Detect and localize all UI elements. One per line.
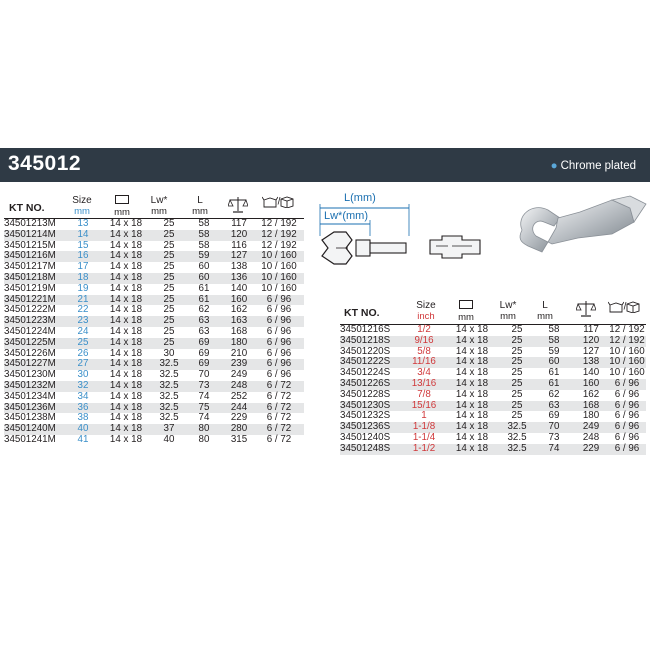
cell-lw: 25 [163, 218, 175, 229]
cell-weight: 244 [224, 403, 254, 414]
right-header-pack [604, 301, 644, 313]
cell-weight: 116 [231, 239, 247, 251]
cell-lw: 32.5 [159, 412, 179, 424]
cell-l: 74 [534, 444, 574, 455]
cell-size: 15 [77, 239, 89, 251]
cell-square: 14 x 18 [455, 410, 489, 422]
cell-square: 14 x 18 [455, 431, 489, 443]
right-header-l-label: L [542, 300, 548, 311]
cell-square: 14 x 18 [98, 381, 154, 392]
cell-square: 14 x 18 [98, 316, 154, 327]
cell-lw: 25 [500, 357, 534, 368]
cell-weight: 249 [574, 422, 608, 433]
cell-weight: 315 [230, 433, 248, 445]
cell-pack: 6 / 96 [266, 347, 292, 359]
cell-weight: 162 [582, 388, 600, 400]
table-row [4, 435, 304, 446]
cell-weight: 168 [230, 325, 248, 337]
cell-size: 1-1/4 [412, 431, 436, 443]
cell-size: 15/16 [404, 401, 444, 412]
cell-l: 61 [534, 379, 574, 390]
cell-square: 14 x 18 [98, 424, 154, 435]
cell-kt: 34501216S [340, 324, 391, 335]
cell-size: 19 [77, 282, 89, 294]
finish-note [551, 160, 636, 172]
cell-weight: 120 [574, 336, 608, 347]
cell-pack: 10 / 160 [609, 345, 645, 357]
cell-square: 14 x 18 [109, 239, 143, 251]
cell-square: 14 x 18 [109, 325, 143, 337]
right-header-lw-unit: mm [500, 311, 516, 322]
cell-kt: 34501227M [4, 359, 68, 370]
cell-size: 22 [77, 304, 89, 316]
cell-kt: 34501218M [4, 273, 68, 284]
cell-pack: 6 / 96 [614, 410, 640, 422]
cell-size: 21 [68, 295, 98, 306]
left-header-size-unit: mm [74, 206, 90, 217]
cell-square: 14 x 18 [444, 357, 500, 368]
right-header-kt-no: KT NO. [344, 307, 380, 319]
left-header-lw-label: Lw* [150, 195, 168, 206]
cell-weight: 127 [582, 345, 600, 357]
right-header-l-unit: mm [537, 311, 553, 322]
cell-size: 1-1/2 [404, 444, 444, 455]
cell-kt: 34501213M [4, 218, 56, 229]
cell-weight: 168 [574, 401, 608, 412]
cell-square: 14 x 18 [444, 401, 500, 412]
cell-size: 24 [77, 325, 89, 337]
cell-pack: 12 / 192 [609, 334, 645, 346]
cell-l: 63 [198, 325, 210, 337]
cell-size: 5/8 [417, 345, 431, 357]
cell-pack: 6 / 96 [614, 431, 640, 443]
cell-lw: 25 [163, 304, 175, 316]
right-header-size [412, 300, 440, 322]
cell-pack: 10 / 160 [609, 356, 645, 368]
carton-icon [277, 196, 294, 208]
cell-lw: 40 [163, 433, 175, 445]
cell-weight: 180 [224, 338, 254, 349]
cell-weight: 163 [224, 316, 254, 327]
cell-l: 80 [184, 424, 224, 435]
cell-weight: 180 [582, 410, 600, 422]
cell-pack: 6 / 96 [608, 379, 646, 390]
cell-kt: 34501240M [4, 424, 68, 435]
cell-weight: 127 [224, 251, 254, 262]
cell-kt: 34501236M [4, 403, 68, 414]
cell-size: 14 [68, 230, 98, 241]
cell-kt: 34501216M [4, 251, 68, 262]
cell-size: 1/2 [417, 324, 431, 335]
cell-size: 16 [68, 251, 98, 262]
right-header-size-unit: inch [417, 311, 435, 322]
cell-size: 9/16 [404, 336, 444, 347]
cell-l: 75 [184, 403, 224, 414]
cell-square: 14 x 18 [98, 403, 154, 414]
cell-size: 11/16 [404, 357, 444, 368]
cell-pack: 6 / 96 [266, 369, 292, 381]
cell-lw: 32.5 [154, 381, 184, 392]
cell-l: 60 [184, 273, 224, 284]
cell-lw: 25 [511, 345, 523, 357]
cell-kt: 34501215M [4, 239, 56, 251]
cell-pack: 12 / 192 [261, 218, 297, 229]
cell-l: 69 [548, 410, 560, 422]
product-number: 345012 [8, 152, 82, 175]
left-header-size-label: Size [72, 195, 92, 206]
table-row [4, 230, 304, 241]
left-header-kt-no: KT NO. [9, 202, 45, 214]
cell-kt: 34501224S [340, 367, 391, 379]
left-header-l-unit: mm [192, 206, 208, 217]
cell-lw: 32.5 [500, 444, 534, 455]
cell-size: 7/8 [417, 388, 431, 400]
cell-pack: 6 / 72 [266, 433, 292, 445]
cell-pack: 6 / 96 [608, 444, 646, 455]
cell-l: 74 [198, 412, 210, 424]
cell-lw: 32.5 [159, 369, 179, 381]
cell-kt: 34501224M [4, 325, 56, 337]
cell-weight: 120 [224, 230, 254, 241]
cell-l: 58 [198, 218, 210, 229]
cell-kt: 34501220S [340, 345, 391, 357]
cell-square: 14 x 18 [98, 295, 154, 306]
cell-size: 38 [77, 412, 89, 424]
cell-l: 80 [198, 433, 210, 445]
cell-kt: 34501214M [4, 230, 68, 241]
cell-kt: 34501217M [4, 261, 56, 273]
cell-weight: 229 [574, 444, 608, 455]
cell-l: 69 [184, 338, 224, 349]
cell-l: 70 [534, 422, 574, 433]
cell-kt: 34501228S [340, 388, 391, 400]
cell-size: 3/4 [417, 367, 431, 379]
cell-lw: 25 [163, 261, 175, 273]
cell-square: 14 x 18 [444, 336, 500, 347]
cell-square: 14 x 18 [455, 367, 489, 379]
cell-l: 58 [198, 239, 210, 251]
cell-size: 23 [68, 316, 98, 327]
cell-size: 1 [421, 410, 427, 422]
cell-l: 59 [184, 251, 224, 262]
cell-l: 62 [548, 388, 560, 400]
finish-note-text: Chrome plated [560, 160, 636, 172]
cell-pack: 6 / 96 [614, 388, 640, 400]
cell-square: 14 x 18 [455, 388, 489, 400]
cell-square: 14 x 18 [109, 304, 143, 316]
cell-square: 14 x 18 [444, 422, 500, 433]
cell-pack: 10 / 160 [261, 261, 297, 273]
cell-l: 59 [548, 345, 560, 357]
cell-pack: 10 / 160 [254, 251, 304, 262]
open-box-icon [608, 301, 624, 313]
cell-weight: 140 [230, 282, 248, 294]
cell-lw: 25 [500, 401, 534, 412]
cell-weight: 162 [230, 304, 248, 316]
cell-l: 60 [534, 357, 574, 368]
cell-lw: 25 [154, 316, 184, 327]
cell-kt: 34501241M [4, 433, 56, 445]
cell-pack: 12 / 192 [609, 324, 645, 335]
table-row [340, 336, 646, 347]
lw-dimension-label: Lw*(mm) [324, 210, 368, 222]
cell-l: 69 [184, 359, 224, 370]
cell-weight: 210 [230, 347, 248, 359]
cell-size: 34 [77, 390, 89, 402]
cell-weight: 117 [231, 218, 247, 229]
cell-size: 32 [68, 381, 98, 392]
carton-icon [623, 301, 640, 313]
cell-l: 58 [534, 336, 574, 347]
cell-pack: 6 / 96 [254, 295, 304, 306]
cell-l: 73 [184, 381, 224, 392]
cell-l: 61 [198, 282, 210, 294]
cell-size: 30 [77, 369, 89, 381]
table-row [4, 392, 304, 403]
cell-lw: 25 [163, 325, 175, 337]
cell-kt: 34501223M [4, 316, 68, 327]
cell-kt: 34501248S [340, 444, 404, 455]
cell-square: 14 x 18 [98, 359, 154, 370]
cell-kt: 34501226M [4, 347, 56, 359]
cell-weight: 160 [574, 379, 608, 390]
cell-size: 13/16 [404, 379, 444, 390]
cell-lw: 25 [511, 324, 523, 335]
cell-size: 41 [77, 433, 89, 445]
bullet-icon: ● [550, 160, 558, 172]
cell-l: 61 [184, 295, 224, 306]
left-header-lw [147, 195, 171, 217]
cell-size: 1-1/8 [404, 422, 444, 433]
cell-kt: 34501222M [4, 304, 56, 316]
scale-icon [576, 300, 596, 318]
cell-lw: 25 [163, 239, 175, 251]
inch-size-table [340, 325, 646, 455]
cell-l: 58 [184, 230, 224, 241]
cell-size: 17 [77, 261, 89, 273]
cell-weight: 252 [230, 390, 248, 402]
right-header-lw-label: Lw* [499, 300, 517, 311]
cell-square: 14 x 18 [109, 347, 143, 359]
cell-weight: 248 [582, 431, 600, 443]
cell-kt: 34501234M [4, 390, 56, 402]
cell-pack: 6 / 72 [254, 381, 304, 392]
cell-weight: 160 [224, 295, 254, 306]
left-header-l [188, 195, 212, 217]
left-header-square [108, 195, 136, 218]
cell-l: 58 [548, 324, 560, 335]
left-header-lw-unit: mm [151, 206, 167, 217]
cell-l: 70 [198, 369, 210, 381]
left-header-square-unit: mm [114, 207, 130, 218]
cell-l: 62 [198, 304, 210, 316]
cell-lw: 32.5 [159, 390, 179, 402]
cell-lw: 30 [163, 347, 175, 359]
right-header-square-unit: mm [458, 312, 474, 323]
cell-lw: 32.5 [507, 431, 527, 443]
left-header-pack [258, 196, 298, 208]
cell-lw: 32.5 [500, 422, 534, 433]
open-box-icon [262, 196, 278, 208]
cell-pack: 6 / 96 [266, 325, 292, 337]
cell-kt: 34501236S [340, 422, 404, 433]
cell-lw: 25 [154, 273, 184, 284]
cell-l: 73 [548, 431, 560, 443]
cell-size: 18 [68, 273, 98, 284]
cell-pack: 6 / 72 [254, 403, 304, 414]
cell-size: 40 [68, 424, 98, 435]
cell-lw: 25 [511, 410, 523, 422]
cell-square: 14 x 18 [98, 273, 154, 284]
cell-square: 14 x 18 [109, 390, 143, 402]
cell-lw: 37 [154, 424, 184, 435]
cell-kt: 34501219M [4, 282, 56, 294]
cell-square: 14 x 18 [98, 251, 154, 262]
cell-square: 14 x 18 [109, 261, 143, 273]
cell-square: 14 x 18 [444, 444, 500, 455]
cell-weight: 248 [224, 381, 254, 392]
cell-kt: 34501225M [4, 338, 68, 349]
table-row [340, 390, 646, 401]
cell-l: 63 [184, 316, 224, 327]
square-drive-icon [459, 300, 473, 309]
cell-kt: 34501238M [4, 412, 56, 424]
cell-lw: 25 [500, 336, 534, 347]
right-header-l [533, 300, 557, 322]
cell-kt: 34501230S [340, 401, 404, 412]
right-header-square [452, 300, 480, 323]
cell-pack: 6 / 96 [254, 338, 304, 349]
cell-pack: 6 / 72 [254, 424, 304, 435]
cell-pack: 6 / 72 [266, 412, 292, 424]
left-header-l-label: L [197, 195, 203, 206]
cell-kt: 34501222S [340, 357, 404, 368]
cell-lw: 25 [511, 367, 523, 379]
cell-kt: 34501218S [340, 336, 404, 347]
right-header-lw [496, 300, 520, 322]
metric-size-table [4, 219, 304, 446]
cell-pack: 12 / 192 [254, 230, 304, 241]
cell-square: 14 x 18 [98, 338, 154, 349]
cell-size: 36 [68, 403, 98, 414]
wrench-dimension-diagram [312, 188, 648, 294]
cell-weight: 280 [224, 424, 254, 435]
cell-pack: 6 / 96 [254, 316, 304, 327]
cell-square: 14 x 18 [109, 369, 143, 381]
cell-l: 69 [198, 347, 210, 359]
scale-icon [228, 196, 248, 214]
cell-pack: 6 / 96 [266, 304, 292, 316]
cell-l: 63 [534, 401, 574, 412]
cell-weight: 239 [224, 359, 254, 370]
cell-square: 14 x 18 [444, 379, 500, 390]
cell-weight: 136 [224, 273, 254, 284]
cell-lw: 25 [154, 230, 184, 241]
cell-kt: 34501232S [340, 410, 391, 422]
table-row [4, 284, 304, 295]
cell-square: 14 x 18 [109, 412, 143, 424]
cell-weight: 138 [574, 357, 608, 368]
cell-pack: 6 / 72 [266, 390, 292, 402]
cell-lw: 25 [500, 379, 534, 390]
cell-lw: 25 [154, 295, 184, 306]
cell-square: 14 x 18 [98, 230, 154, 241]
cell-kt: 34501232M [4, 381, 68, 392]
cell-size: 26 [77, 347, 89, 359]
cell-square: 14 x 18 [455, 345, 489, 357]
cell-pack: 10 / 160 [261, 282, 297, 294]
length-dimension-label: L(mm) [344, 192, 376, 204]
left-header-size [70, 195, 94, 217]
table-row [340, 444, 646, 455]
cell-lw: 25 [154, 338, 184, 349]
cell-l: 74 [198, 390, 210, 402]
cell-weight: 229 [230, 412, 248, 424]
cell-pack: 6 / 96 [608, 422, 646, 433]
cell-kt: 34501226S [340, 379, 404, 390]
cell-pack: 12 / 192 [261, 239, 297, 251]
cell-lw: 32.5 [154, 403, 184, 414]
table-row [4, 338, 304, 349]
cell-pack: 6 / 96 [254, 359, 304, 370]
cell-lw: 32.5 [154, 359, 184, 370]
cell-square: 14 x 18 [109, 218, 143, 229]
cell-pack: 6 / 96 [608, 401, 646, 412]
cell-kt: 34501240S [340, 431, 391, 443]
cell-weight: 140 [582, 367, 600, 379]
cell-kt: 34501230M [4, 369, 56, 381]
right-header-size-label: Size [416, 300, 436, 311]
cell-lw: 25 [154, 251, 184, 262]
left-header-pack-separator: / [277, 196, 281, 208]
right-header-pack-separator: / [623, 301, 627, 313]
cell-weight: 138 [230, 261, 248, 273]
cell-kt: 34501221M [4, 295, 68, 306]
cell-weight: 249 [230, 369, 248, 381]
cell-size: 13 [77, 218, 89, 229]
cell-l: 61 [548, 367, 560, 379]
cell-pack: 10 / 160 [254, 273, 304, 284]
cell-square: 14 x 18 [109, 433, 143, 445]
square-drive-icon [115, 195, 129, 204]
cell-square: 14 x 18 [455, 324, 489, 335]
cell-weight: 117 [583, 324, 599, 335]
cell-lw: 25 [163, 282, 175, 294]
cell-size: 27 [68, 359, 98, 370]
cell-size: 25 [68, 338, 98, 349]
cell-square: 14 x 18 [109, 282, 143, 294]
cell-pack: 10 / 160 [609, 367, 645, 379]
cell-l: 60 [198, 261, 210, 273]
cell-lw: 25 [511, 388, 523, 400]
